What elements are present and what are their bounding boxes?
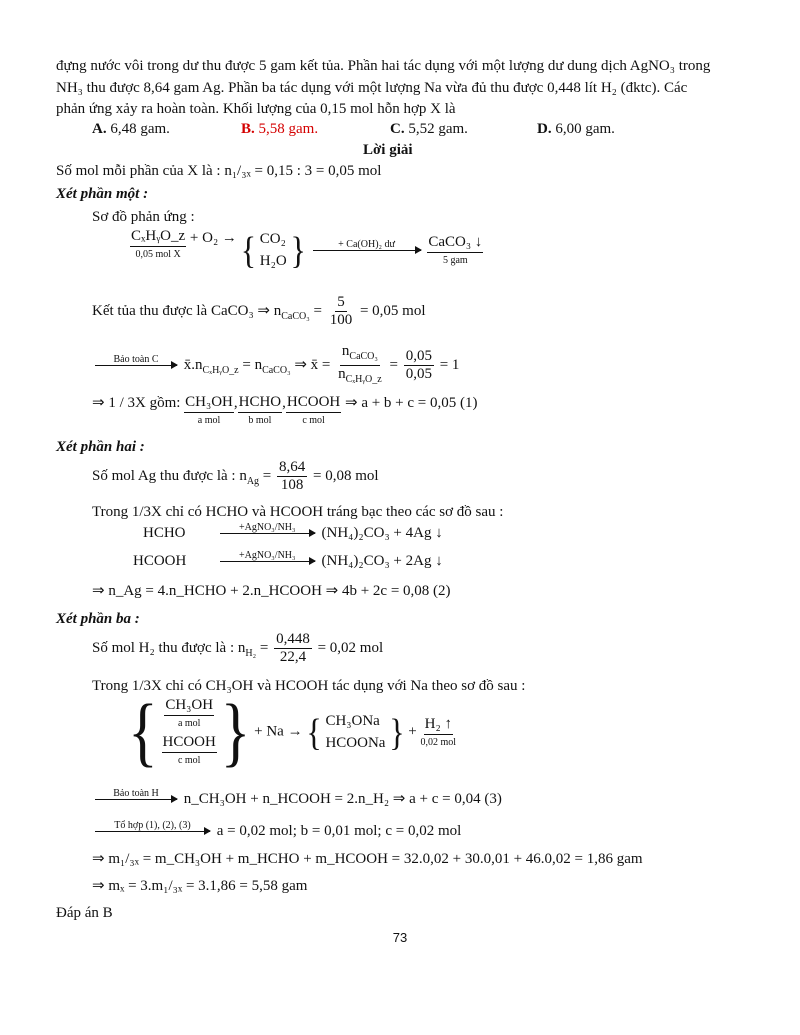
answer-line: Đáp án B bbox=[56, 905, 113, 921]
rx1-right: (NH₄)₂CO₃ + 4Ag ↓ bbox=[321, 524, 443, 541]
reaction-hcooh bbox=[133, 550, 443, 573]
option-a-letter: A. bbox=[92, 121, 107, 137]
precipitate-sub: CaCO₃ bbox=[281, 310, 310, 322]
problem-line-3: phản ứng xảy ra hoàn toàn. Khối lượng của 0,15 mol hỗn hợp X là bbox=[56, 101, 456, 117]
silver-intro: Trong 1/3X chỉ có HCHO và HCOOH tráng bạc theo các sơ đồ sau : bbox=[92, 504, 504, 520]
component-hcooh: HCOOH c mol bbox=[286, 394, 341, 426]
mol-intro-text: Số mol mỗi phần của X là : bbox=[56, 163, 221, 179]
problem-line-2: NH₃ thu được 8,64 gam Ag. Phần ba tác dụng với một lượng Na vừa đủ thu được 0,448 lít H₂ (đktc). Các bbox=[56, 80, 688, 96]
composition-prefix: ⇒ 1 / 3X gồm: bbox=[92, 395, 181, 411]
conserv-c-sub: CₓHᵧO_z bbox=[202, 364, 239, 376]
co2: CO₂ bbox=[259, 231, 286, 247]
reaction-hcho bbox=[143, 522, 443, 545]
part-one-title: Xét phần một : bbox=[56, 186, 149, 202]
conserv-c-eq2: = n bbox=[242, 356, 263, 373]
rx2-left: HCOOH bbox=[133, 552, 187, 569]
fraction-den: n bbox=[338, 366, 346, 382]
conserv-c-eq3: ⇒ x̄ = bbox=[294, 356, 331, 373]
conserv-c-sub2: CaCO₃ bbox=[262, 364, 291, 376]
fraction-den-sub: CₓHᵧO_z bbox=[345, 374, 382, 385]
conserv-h-arrow: Bảo toàn H bbox=[95, 788, 177, 811]
option-b-letter: B. bbox=[241, 121, 255, 137]
conserv-c-arrow: Bảo toàn C bbox=[95, 354, 177, 377]
fraction-num-sub: CaCO₃ bbox=[349, 351, 378, 362]
ag-fraction: $\frac{8,64}{108}$ bbox=[279, 459, 306, 493]
rx1-arrow: +AgNO₃/NH₃ bbox=[220, 522, 315, 545]
conserv-c-fraction1 bbox=[336, 343, 384, 388]
mol-equation: n₁/₃ₓ = 0,15 : 3 = 0,05 mol bbox=[224, 163, 382, 179]
left-brace: { bbox=[240, 228, 257, 272]
na-left-brace: { bbox=[128, 689, 158, 775]
mass-one-third: ⇒ m₁/₃ₓ = m_CH₃OH + m_HCHO + m_HCOOH = 32.0,02 + 30.0,01 + 46.0,02 = 1,86 gam bbox=[92, 851, 643, 867]
ag-mol-line: Số mol Ag thu được là : $n_{Ag}$ = $\frac{8,64}{108}$ = 0,08 mol bbox=[92, 459, 379, 493]
mass-total: ⇒ mₓ = 3.m₁/₃ₓ = 3.1,86 = 5,58 gam bbox=[92, 878, 308, 894]
h2-mol-line: Số mol H₂ thu được là : $n_{H_2}$ = $\frac{0,448}{22,4}$ = 0,02 mol bbox=[92, 631, 384, 665]
component-hcho: HCHO b mol bbox=[238, 394, 282, 426]
composition-eq: ⇒ a + b + c = 0,05 (1) bbox=[345, 395, 478, 411]
rx2-right: (NH₄)₂CO₃ + 2Ag ↓ bbox=[321, 552, 443, 569]
na-products-right-brace: } bbox=[389, 710, 405, 754]
part-two-title: Xét phần hai : bbox=[56, 439, 145, 455]
na-right-brace: } bbox=[220, 689, 251, 775]
na-product-1: CH₃ONa bbox=[325, 713, 380, 729]
component-ch3oh: CH₃OH a mol bbox=[185, 394, 233, 426]
h2-n: n bbox=[237, 639, 246, 656]
combustion-products bbox=[260, 228, 287, 272]
part-three-title: Xét phần ba : bbox=[56, 611, 140, 627]
conserv-h-eq: n_CH₃OH + n_HCOOH = 2.n_H₂ ⇒ a + c = 0,04 (3) bbox=[183, 790, 502, 807]
ag-intro: Số mol Ag thu được là : bbox=[92, 467, 236, 484]
oxygen-term: + O₂ → bbox=[189, 230, 237, 246]
h2-intro: Số mol H₂ thu được là : bbox=[92, 639, 235, 656]
h2o: H₂O bbox=[259, 253, 287, 269]
page-number: 73 bbox=[392, 930, 408, 945]
hydrogen-conservation-line bbox=[92, 788, 502, 811]
ag-n: n bbox=[239, 467, 247, 484]
fraction-num: n bbox=[341, 343, 350, 359]
option-c-text: 5,52 gam. bbox=[408, 121, 468, 137]
precipitate-eq: = bbox=[313, 302, 322, 319]
na-intro: Trong 1/3X chỉ có CH₃OH và HCOOH tác dụng với Na theo sơ đồ sau : bbox=[92, 678, 526, 694]
na-reactants bbox=[162, 697, 217, 767]
combine-line bbox=[92, 820, 461, 843]
na-scheme: { CH₃OH a mol HCOOH c mol } + Na → { CH₃ONa HCOONa } + H₂ ↑ 0,02 mol bbox=[128, 689, 457, 775]
caco3-product: CaCO₃ ↓ 5 gam bbox=[428, 233, 483, 266]
reactant-x: CₓHᵧO_z 0,05 mol X bbox=[131, 228, 186, 260]
precipitate-line bbox=[92, 294, 426, 329]
scheme-label: Sơ đồ phản ứng : bbox=[92, 209, 195, 225]
option-c-letter: C. bbox=[390, 121, 405, 137]
problem-line-1: đựng nước vôi trong dư thu được 5 gam kết tủa. Phần hai tác dụng với một lượng dư dung dịch AgNO₃ trong bbox=[56, 58, 711, 74]
h2-fraction: $\frac{0,448}{22,4}$ bbox=[276, 631, 310, 665]
option-d-letter: D. bbox=[537, 121, 552, 137]
precipitate-fraction: $\frac{5}{100}$ bbox=[329, 294, 353, 328]
combine-arrow: Tổ hợp (1), (2), (3) bbox=[95, 820, 210, 843]
conserv-c-eq: x̄.n bbox=[183, 356, 203, 373]
h2-sub: H₂ bbox=[245, 647, 257, 659]
ag-sub: Ag bbox=[246, 475, 260, 487]
carbon-conservation-line: Bảo toàn C $x̄.n_{C_xHᵧO\_z} = n_{CaCO_3}$ ⇒ x̄ = $\frac{n_{CaCO_3}}{n_{C_xHᵧO\_z}}$ = $\frac{0,05}{0,05}$ = 1 bbox=[92, 343, 459, 388]
na-products-left-brace: { bbox=[306, 710, 322, 754]
rx1-left: HCHO bbox=[143, 524, 186, 541]
na-h2: H₂ ↑ 0,02 mol bbox=[420, 715, 457, 748]
option-d-text: 6,00 gam. bbox=[555, 121, 615, 137]
right-brace: } bbox=[290, 228, 306, 272]
precipitate-text: Kết tủa thu được là CaCO₃ ⇒ n bbox=[92, 302, 282, 319]
conserv-c-result: = 1 bbox=[439, 356, 460, 373]
solution-heading: Lời giải bbox=[363, 142, 413, 158]
option-b-text: 5,58 gam. bbox=[258, 121, 319, 137]
caoh2-arrow: + Ca(OH)₂ dư bbox=[313, 239, 421, 262]
option-a bbox=[92, 119, 170, 139]
na-reactant-hcooh: HCOOH c mol bbox=[162, 734, 216, 766]
option-c bbox=[390, 119, 468, 139]
na-reactant-ch3oh: CH₃OH a mol bbox=[165, 697, 214, 729]
ag-result: = 0,08 mol bbox=[313, 467, 379, 484]
na-product-2: HCOONa bbox=[325, 735, 386, 751]
option-b bbox=[241, 119, 318, 139]
mol-per-part bbox=[56, 161, 381, 181]
option-d bbox=[537, 119, 615, 139]
combustion-scheme bbox=[130, 228, 483, 272]
na-plus: + Na → bbox=[254, 723, 303, 740]
option-a-text: 6,48 gam. bbox=[110, 121, 170, 137]
rx2-arrow: +AgNO₃/NH₃ bbox=[220, 550, 315, 573]
combine-eq: a = 0,02 mol; b = 0,01 mol; c = 0,02 mol bbox=[216, 822, 462, 839]
precipitate-result: = 0,05 mol bbox=[359, 302, 426, 319]
composition-line: ⇒ 1 / 3X gồm: CH₃OH a mol , HCHO b mol , HCOOH c mol ⇒ a + b + c = 0,05 (1) bbox=[92, 394, 478, 426]
conserv-c-fraction2: $\frac{0,05}{0,05}$ bbox=[405, 348, 432, 382]
h2-result: = 0,02 mol bbox=[317, 639, 384, 656]
equation-2: ⇒ n_Ag = 4.n_HCHO + 2.n_HCOOH ⇒ 4b + 2c = 0,08 (2) bbox=[92, 583, 451, 599]
na-products bbox=[325, 710, 385, 754]
